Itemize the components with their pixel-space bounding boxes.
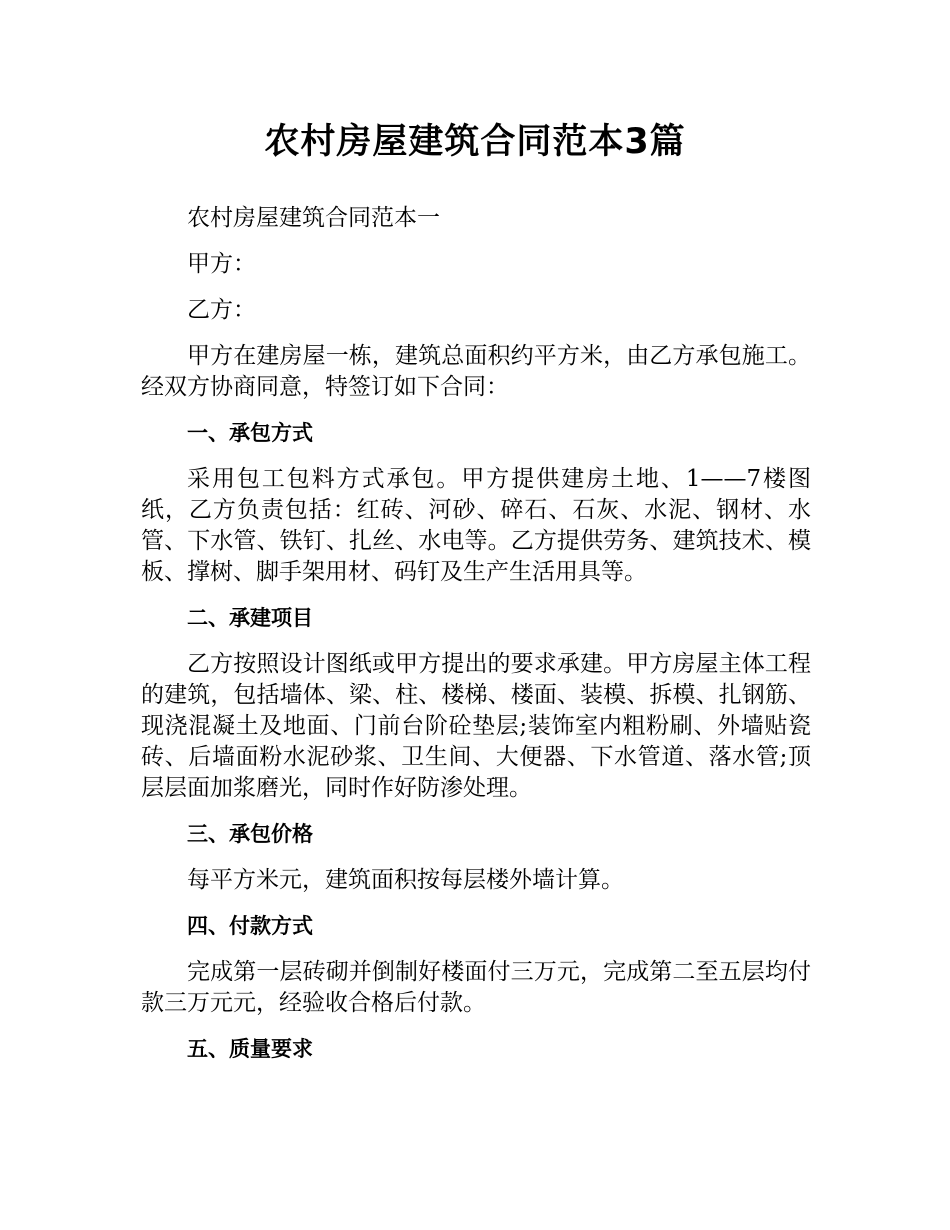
section-heading-contract-method: 一、承包方式 bbox=[187, 421, 313, 445]
document-body bbox=[141, 203, 811, 1065]
party-b-label: 乙方： bbox=[187, 297, 256, 323]
section-heading-construction-items: 二、承建项目 bbox=[187, 606, 313, 630]
section-body-construction-items: 乙方按照设计图纸或甲方提出的要求承建。甲方房屋主体工程的建筑，包括墙体、梁、柱、楼梯、楼面、装模、拆模、扎钢筋、现浇混凝土及地面、门前台阶砼垫层;装饰室内粗粉刷、外墙贴瓷砖、后墙面粉水泥砂浆、卫生间、大便器、下水管道、落水管;顶层层面加浆磨光，同时作好防渗处理。 bbox=[141, 651, 811, 801]
document-title: 农村房屋建筑合同范本3篇 bbox=[264, 122, 686, 162]
subtitle: 农村房屋建筑合同范本一 bbox=[187, 205, 440, 231]
intro-paragraph: 甲方在建房屋一栋，建筑总面积约平方米，由乙方承包施工。经双方协商同意，特签订如下合同： bbox=[141, 343, 811, 400]
section-heading-payment-method: 四、付款方式 bbox=[187, 914, 313, 938]
section-heading-contract-price: 三、承包价格 bbox=[187, 822, 313, 846]
section-body-payment-method: 完成第一层砖砌并倒制好楼面付三万元，完成第二至五层均付款三万元元，经验收合格后付款。 bbox=[141, 959, 811, 1016]
section-body-contract-price: 每平方米元，建筑面积按每层楼外墙计算。 bbox=[187, 867, 624, 893]
party-a-label: 甲方： bbox=[187, 251, 256, 277]
section-heading-quality-requirements: 五、质量要求 bbox=[187, 1037, 313, 1061]
section-body-contract-method: 采用包工包料方式承包。甲方提供建房土地、1——7楼图纸，乙方负责包括：红砖、河砂、碎石、石灰、水泥、钢材、水管、下水管、铁钉、扎丝、水电等。乙方提供劳务、建筑技术、模板、撑树、脚手架用材、码钉及生产生活用具等。 bbox=[141, 466, 811, 585]
